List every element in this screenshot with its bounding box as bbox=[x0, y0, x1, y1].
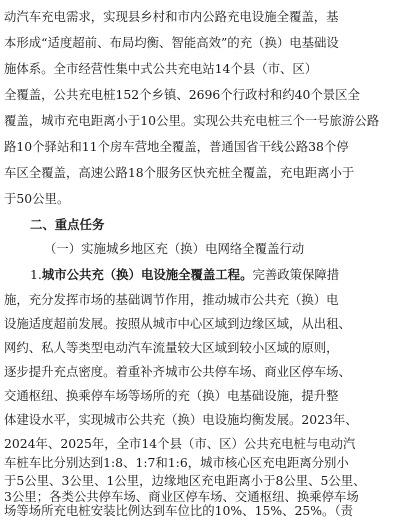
text-line: 施体系。全市经营性集中式公共充电站14个县（市、区） bbox=[4, 61, 318, 76]
item-first-line-rest: 完善政策保障措 bbox=[252, 267, 340, 282]
text-line: 于5公里、3公里、1公里，边缘地区充电距离小于8公里、5公里、 bbox=[4, 473, 366, 488]
item-first-line bbox=[30, 264, 401, 286]
text-line: 车桩车比分别达到1:8、1:7和1:6，城市核心区充电距离分别小 bbox=[4, 455, 349, 470]
text-line: 本形成“适度超前、布局均衡、智能高效”的充（换）电基础设 bbox=[4, 35, 339, 50]
text-line: 设施适度超前发展。按照从城市中心区域到边缘区域，从出租、 bbox=[4, 316, 351, 331]
text-line: 网约、私人等类型电动汽车流量较大区域到较小区域的原则， bbox=[4, 340, 339, 355]
text-line: 路10个驿站和11个房车营地全覆盖，普通国省干线公路38个停 bbox=[4, 139, 349, 154]
text-line: 于50公里。 bbox=[4, 191, 70, 206]
section-heading: 二、重点任务 bbox=[30, 217, 105, 232]
text-line: 逐步提升充点密度。着重补齐城市公共停车场、商业区停车场、 bbox=[4, 364, 351, 379]
text-line: 体建设水平，实现城市公共充（换）电设施均衡发展。2023年、 bbox=[4, 412, 358, 427]
text-line: 施，充分发挥市场的基础调节作用，推动城市公共充（换）电 bbox=[4, 292, 339, 307]
text-line: 交通枢纽、换乘停车场等场所的充（换）电基础设施，提升整 bbox=[4, 388, 339, 403]
text-line: 全覆盖，公共充电桩152个乡镇、2696个行政村和约40个景区全 bbox=[4, 87, 360, 102]
text-line: 动汽车充电需求，实现县乡村和市内公路充电设施全覆盖，基 bbox=[4, 9, 339, 24]
text-line: 2024年、2025年，全市14个县（市、区）公共充电桩与电动汽 bbox=[4, 436, 356, 451]
subsection-heading: （一）实施城乡地区充（换）电网络全覆盖行动 bbox=[44, 241, 305, 256]
item-number: 1. bbox=[30, 267, 42, 282]
text-line: 3公里；各类公共停车场、商业区停车场、交通枢纽、换乘停车场 bbox=[4, 489, 359, 504]
text-line: 覆盖，城市充电距离小于10公里。实现公共充电桩三个一号旅游公路 bbox=[4, 113, 380, 128]
text-line: 车区全覆盖，高速公路18个服务区快充桩全覆盖，充电距离小于 bbox=[4, 165, 355, 180]
item-title: 城市公共充（换）电设施全覆盖工程。 bbox=[41, 267, 253, 282]
text-line: 场等场所充电桩安装比例达到车位比的10%、15%、25%。（责 bbox=[4, 503, 354, 518]
